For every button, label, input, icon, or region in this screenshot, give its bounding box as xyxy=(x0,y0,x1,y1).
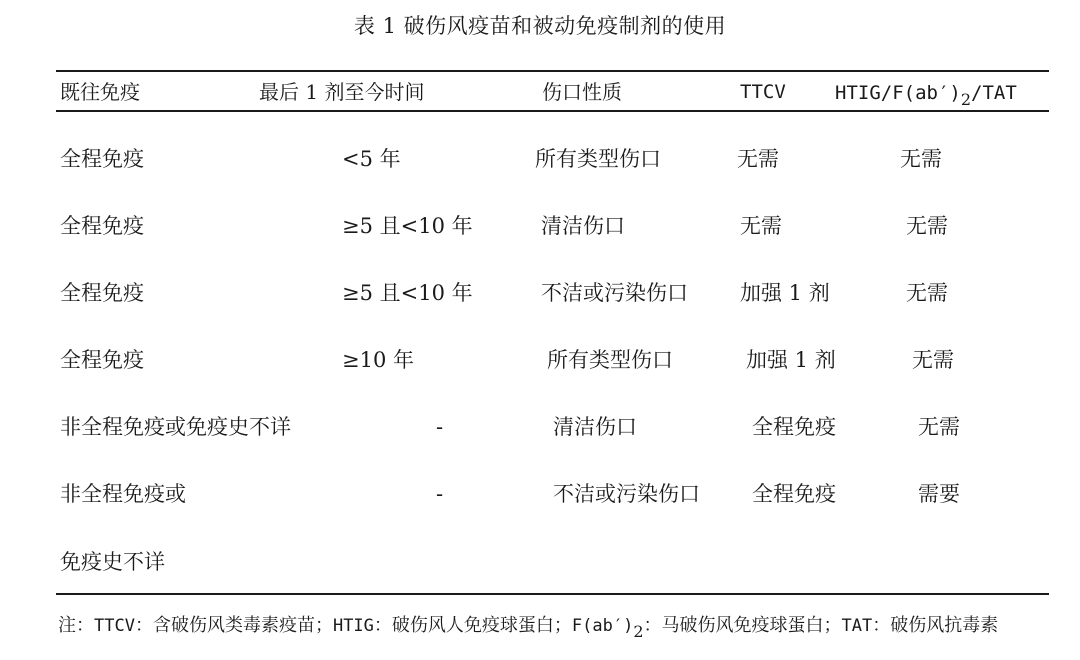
header-wound: 伤口性质 xyxy=(542,80,622,104)
note-label: 注： xyxy=(58,615,94,636)
row1-passive: 无需 xyxy=(900,147,942,171)
row2-passive: 无需 xyxy=(906,214,948,238)
row5-ttcv: 全程免疫 xyxy=(752,415,836,439)
table-top-rule xyxy=(56,70,1049,72)
row2-ttcv: 无需 xyxy=(740,214,782,238)
header-passive-sub: 2 xyxy=(960,90,972,109)
row1-wound: 所有类型伤口 xyxy=(535,147,661,171)
row4-history: 全程免疫 xyxy=(60,348,144,372)
header-passive-b: /TAT xyxy=(971,82,1017,104)
header-history: 既往免疫 xyxy=(60,80,140,104)
row1-time-since: <5 年 xyxy=(342,147,401,171)
note-ttcv-key: TTCV xyxy=(94,616,135,636)
row5-passive: 无需 xyxy=(918,415,960,439)
row1-history: 全程免疫 xyxy=(60,147,144,171)
note-ttcv-text: ：含破伤风类毒素疫苗； xyxy=(134,615,333,636)
row1-ttcv: 无需 xyxy=(737,147,779,171)
row5-time-since: - xyxy=(436,415,444,439)
row2-time-since: ≥5 且<10 年 xyxy=(342,214,473,238)
table-header-rule xyxy=(56,110,1049,112)
note-fab-sub: 2 xyxy=(633,622,644,641)
header-ttcv: TTCV xyxy=(740,81,786,103)
row6-wound: 不洁或污染伤口 xyxy=(553,482,700,506)
note-htig-key: HTIG xyxy=(332,616,374,636)
header-passive-a: HTIG/F(ab′) xyxy=(835,82,961,104)
row3-time-since: ≥5 且<10 年 xyxy=(342,281,473,305)
header-time-since: 最后 1 剂至今时间 xyxy=(259,80,425,104)
note-fab-key: F(ab′) xyxy=(571,616,634,636)
row5-wound: 清洁伤口 xyxy=(553,415,637,439)
row3-history: 全程免疫 xyxy=(60,281,144,305)
row2-wound: 清洁伤口 xyxy=(541,214,625,238)
table-bottom-rule xyxy=(56,593,1049,595)
table-footnote xyxy=(58,612,998,640)
note-tat-text: ：破伤风抗毒素 xyxy=(872,615,999,636)
row4-ttcv: 加强 1 剂 xyxy=(746,348,836,372)
header-passive xyxy=(835,78,1017,108)
row5-history: 非全程免疫或免疫史不详 xyxy=(60,415,291,439)
row4-passive: 无需 xyxy=(912,348,954,372)
row4-time-since: ≥10 年 xyxy=(342,348,414,372)
note-fab-text: ：马破伤风免疫球蛋白； xyxy=(643,615,842,636)
note-tat-key: TAT xyxy=(841,616,873,636)
row6-time-since: - xyxy=(436,482,444,506)
row6-ttcv: 全程免疫 xyxy=(752,482,836,506)
table-title: 表 1 破伤风疫苗和被动免疫制剂的使用 xyxy=(353,14,727,38)
row3-passive: 无需 xyxy=(906,281,948,305)
row4-wound: 所有类型伤口 xyxy=(547,348,673,372)
row6-passive: 需要 xyxy=(918,482,960,506)
note-htig-text: ：破伤风人免疫球蛋白； xyxy=(373,615,572,636)
row2-history: 全程免疫 xyxy=(60,214,144,238)
row3-wound: 不洁或污染伤口 xyxy=(541,281,688,305)
row6-history: 非全程免疫或 xyxy=(60,482,186,506)
row3-ttcv: 加强 1 剂 xyxy=(740,281,830,305)
row6-history-continued: 免疫史不详 xyxy=(60,550,165,574)
